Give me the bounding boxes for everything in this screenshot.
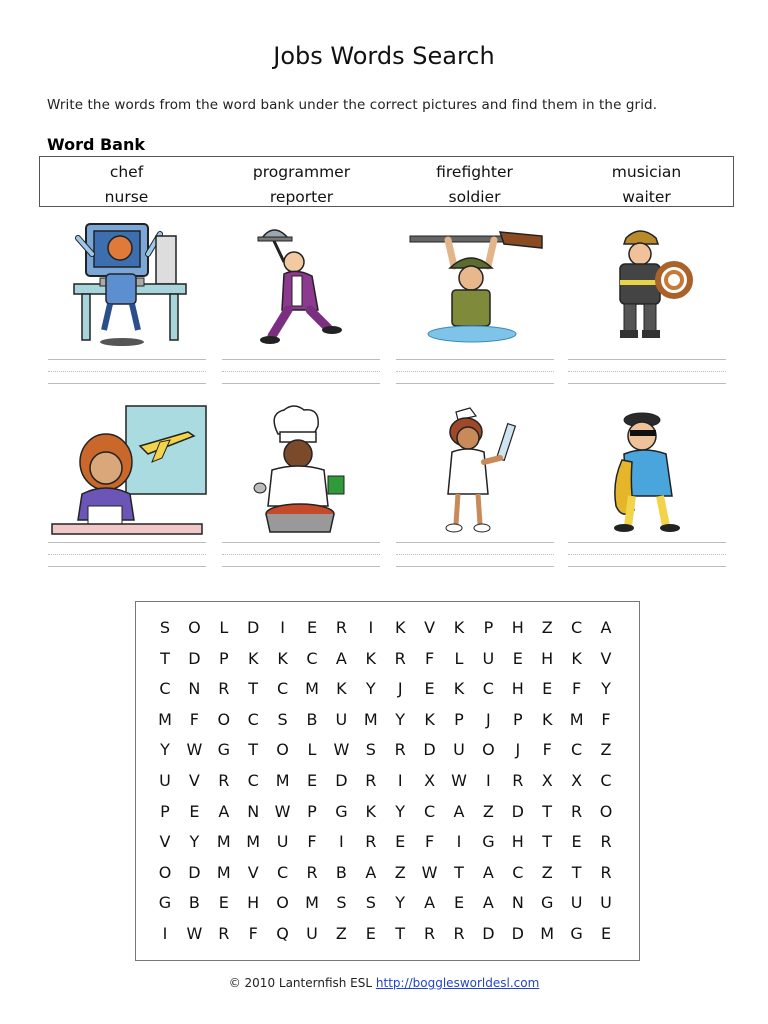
grid-letter[interactable]: V [247, 862, 259, 882]
grid-letter[interactable]: K [453, 679, 465, 699]
grid-letter[interactable]: R [394, 648, 406, 668]
grid-letter[interactable]: V [600, 648, 612, 668]
grid-letter[interactable]: T [248, 740, 259, 760]
grid-letter[interactable]: S [277, 709, 288, 729]
grid-letter[interactable]: U [335, 709, 348, 729]
answer-line[interactable] [568, 355, 726, 385]
grid-letter[interactable]: M [305, 893, 319, 913]
grid-letter[interactable]: U [600, 893, 612, 913]
grid-letter[interactable]: T [248, 679, 259, 699]
grid-letter[interactable]: P [218, 648, 229, 668]
grid-letter[interactable]: W [333, 740, 350, 760]
grid-letter[interactable]: P [454, 709, 464, 729]
grid-letter[interactable]: Y [189, 832, 200, 852]
grid-letter[interactable]: O [276, 740, 289, 760]
grid-letter[interactable]: R [365, 771, 377, 790]
grid-letter[interactable]: H [541, 648, 554, 668]
grid-letter[interactable]: X [541, 771, 553, 790]
answer-line[interactable] [396, 355, 554, 385]
grid-letter[interactable]: R [306, 862, 318, 882]
copyright-text: © 2010 Lanternfish ESL [228, 976, 373, 990]
grid-letter[interactable]: I [486, 771, 491, 790]
grid-letter[interactable]: T [395, 924, 406, 943]
grid-letter[interactable]: W [186, 740, 203, 760]
grid-letter[interactable]: R [218, 679, 230, 699]
grid-letter[interactable]: A [365, 862, 377, 882]
grid-letter[interactable]: Z [482, 801, 494, 821]
grid-letter[interactable]: P [512, 709, 523, 729]
grid-row [136, 740, 641, 770]
grid-letter[interactable]: D [482, 924, 495, 943]
answer-line[interactable] [48, 355, 206, 385]
grid-letter[interactable]: C [600, 771, 612, 790]
grid-letter[interactable]: G [570, 924, 583, 943]
grid-letter[interactable]: K [365, 648, 377, 668]
grid-letter[interactable]: U [306, 924, 318, 943]
grid-letter[interactable]: E [424, 679, 435, 699]
grid-letter[interactable]: Y [395, 801, 406, 821]
grid-letter[interactable]: O [482, 740, 495, 760]
word-bank-column [215, 160, 388, 210]
grid-letter[interactable]: U [276, 832, 289, 852]
grid-letter[interactable]: D [188, 648, 201, 668]
grid-letter[interactable]: K [571, 648, 582, 668]
word-bank-word: programmer [252, 163, 351, 181]
reporter-at-desk-icon [48, 402, 208, 532]
grid-letter[interactable]: L [219, 618, 229, 637]
grid-letter[interactable]: M [540, 924, 555, 943]
grid-row [136, 618, 641, 648]
grid-letter[interactable]: F [601, 709, 611, 729]
grid-letter[interactable]: J [397, 679, 403, 699]
grid-letter[interactable]: J [486, 709, 491, 729]
grid-letter[interactable]: C [512, 862, 524, 882]
grid-letter[interactable]: F [248, 924, 258, 943]
grid-letter[interactable]: R [600, 862, 612, 882]
grid-letter[interactable]: E [189, 801, 200, 821]
grid-letter[interactable]: Y [395, 709, 406, 729]
grid-letter[interactable]: I [280, 618, 285, 637]
grid-letter[interactable]: R [394, 740, 406, 760]
grid-letter[interactable]: M [158, 709, 172, 729]
grid-letter[interactable]: F [189, 709, 199, 729]
answer-line[interactable] [48, 538, 206, 568]
grid-letter[interactable]: M [305, 679, 319, 699]
grid-letter[interactable]: T [542, 801, 553, 821]
word-search-grid [135, 601, 640, 961]
programmer-at-computer-icon [48, 218, 208, 348]
grid-letter[interactable]: H [247, 893, 260, 913]
grid-row [136, 924, 641, 954]
word-bank-label: Word Bank [47, 135, 146, 154]
grid-letter[interactable]: O [276, 893, 289, 913]
grid-letter[interactable]: C [247, 771, 259, 790]
grid-letter[interactable]: E [571, 832, 582, 852]
grid-letter[interactable]: D [511, 801, 524, 821]
grid-letter[interactable]: Y [395, 893, 406, 913]
grid-letter[interactable]: A [482, 862, 494, 882]
grid-letter[interactable]: E [512, 648, 523, 668]
grid-letter[interactable]: A [335, 648, 347, 668]
grid-row [136, 679, 641, 709]
grid-row [136, 832, 641, 862]
word-bank-word: musician [611, 163, 682, 181]
grid-letter[interactable]: H [511, 618, 524, 637]
grid-letter[interactable]: N [188, 679, 201, 699]
grid-letter[interactable]: R [365, 832, 377, 852]
grid-row [136, 710, 641, 740]
grid-letter[interactable]: O [188, 618, 201, 637]
grid-letter[interactable]: I [456, 832, 462, 852]
grid-letter[interactable]: V [188, 771, 200, 790]
word-bank-column [40, 160, 213, 210]
grid-letter[interactable]: I [397, 771, 403, 790]
grid-letter[interactable]: C [571, 740, 583, 760]
grid-letter[interactable]: T [542, 832, 553, 852]
grid-letter[interactable]: O [217, 709, 231, 729]
grid-letter[interactable]: O [158, 862, 172, 882]
grid-letter[interactable]: C [247, 709, 259, 729]
grid-letter[interactable]: N [247, 801, 260, 821]
grid-letter[interactable]: R [218, 771, 230, 790]
grid-letter[interactable]: G [482, 832, 495, 852]
grid-letter[interactable]: B [188, 893, 200, 913]
grid-row [136, 649, 641, 679]
grid-letter[interactable]: R [512, 771, 524, 790]
grid-letter[interactable]: K [394, 618, 406, 637]
grid-letter[interactable]: K [453, 618, 465, 637]
chef-cooking-icon [222, 402, 382, 532]
grid-letter[interactable]: F [424, 832, 435, 852]
grid-letter[interactable]: Y [160, 740, 170, 760]
grid-letter[interactable]: U [159, 771, 171, 790]
grid-letter[interactable]: C [159, 679, 171, 699]
grid-letter[interactable]: B [306, 709, 318, 729]
grid-letter[interactable]: U [453, 740, 465, 760]
instructions: Write the words from the word bank under the correct pictures and find them in the grid. [47, 97, 658, 113]
grid-letter[interactable]: Y [365, 679, 376, 699]
grid-letter[interactable]: E [600, 924, 612, 943]
grid-letter[interactable]: V [159, 832, 171, 852]
grid-letter[interactable]: C [306, 648, 318, 668]
grid-letter[interactable]: F [571, 679, 582, 699]
grid-letter[interactable]: W [274, 801, 291, 821]
word-bank-word: reporter [269, 188, 334, 206]
word-bank-word: chef [109, 163, 144, 181]
grid-letter[interactable]: B [335, 862, 347, 882]
word-bank-box [39, 156, 734, 207]
grid-letter[interactable]: M [275, 771, 290, 790]
grid-letter[interactable]: S [159, 618, 171, 637]
grid-letter[interactable]: T [454, 862, 464, 882]
grid-letter[interactable]: R [335, 618, 347, 637]
grid-row [136, 802, 641, 832]
word-bank-word: nurse [104, 188, 149, 206]
grid-letter[interactable]: C [482, 679, 494, 699]
grid-letter[interactable]: L [307, 740, 317, 760]
grid-letter[interactable]: W [186, 924, 203, 943]
grid-letter[interactable]: F [424, 648, 435, 668]
grid-letter[interactable]: S [365, 893, 376, 913]
grid-letter[interactable]: G [540, 893, 554, 913]
footer [0, 976, 768, 990]
grid-letter[interactable]: D [335, 771, 348, 790]
grid-letter[interactable]: A [482, 893, 494, 913]
grid-letter[interactable]: D [511, 924, 524, 943]
page-title: Jobs Words Search [273, 42, 495, 70]
grid-letter[interactable]: A [600, 618, 612, 637]
grid-letter[interactable]: L [454, 648, 464, 668]
grid-letter[interactable]: M [569, 709, 584, 729]
grid-letter[interactable]: Q [276, 924, 289, 943]
grid-letter[interactable]: H [511, 832, 524, 852]
grid-letter[interactable]: Y [601, 679, 611, 699]
grid-letter[interactable]: R [424, 924, 436, 943]
answer-line[interactable] [222, 355, 380, 385]
grid-letter[interactable]: K [541, 709, 553, 729]
grid-letter[interactable]: E [365, 924, 376, 943]
grid-letter[interactable]: K [424, 709, 435, 729]
grid-letter[interactable]: C [277, 679, 289, 699]
grid-letter[interactable]: P [160, 801, 170, 821]
grid-letter[interactable]: J [515, 740, 521, 760]
grid-letter[interactable]: T [571, 862, 582, 882]
word-bank-word: firefighter [436, 163, 513, 181]
word-bank-column [560, 160, 733, 210]
website-link[interactable]: http://bogglesworldesl.com [375, 976, 540, 990]
grid-letter[interactable]: X [424, 771, 436, 790]
answer-line[interactable] [396, 538, 554, 568]
grid-letter[interactable]: Z [541, 618, 553, 637]
grid-letter[interactable]: S [365, 740, 376, 760]
grid-letter[interactable]: I [162, 924, 168, 943]
word-bank-word: soldier [448, 188, 501, 206]
grid-letter[interactable]: X [571, 771, 583, 790]
soldier-with-rifle-icon [396, 218, 556, 348]
grid-letter[interactable]: A [424, 893, 436, 913]
grid-letter[interactable]: S [336, 893, 347, 913]
grid-letter[interactable]: E [395, 832, 406, 852]
grid-letter[interactable]: W [421, 862, 438, 882]
grid-letter[interactable]: M [246, 832, 261, 852]
grid-letter[interactable]: M [363, 709, 378, 729]
grid-row [136, 893, 641, 923]
word-bank-word: waiter [622, 188, 671, 206]
grid-letter[interactable]: K [336, 679, 347, 699]
grid-letter[interactable]: R [218, 924, 230, 943]
answer-line[interactable] [568, 538, 726, 568]
grid-letter[interactable]: E [218, 893, 229, 913]
grid-letter[interactable]: G [217, 740, 230, 760]
grid-letter[interactable]: M [216, 832, 231, 852]
grid-letter[interactable]: D [423, 740, 436, 760]
grid-letter[interactable]: P [307, 801, 317, 821]
word-bank-column [388, 160, 561, 210]
grid-letter[interactable]: K [277, 648, 288, 668]
grid-letter[interactable]: I [368, 618, 374, 637]
grid-letter[interactable]: Z [600, 740, 612, 760]
grid-letter[interactable]: A [218, 801, 230, 821]
grid-letter[interactable]: V [424, 618, 436, 637]
grid-letter[interactable]: Z [335, 924, 347, 943]
grid-letter[interactable]: F [307, 832, 317, 852]
grid-letter[interactable]: K [365, 801, 377, 821]
grid-letter[interactable]: E [453, 893, 465, 913]
grid-letter[interactable]: C [571, 618, 583, 637]
grid-letter[interactable]: O [599, 801, 613, 821]
grid-letter[interactable]: A [453, 801, 465, 821]
grid-letter[interactable]: G [335, 801, 348, 821]
grid-letter[interactable]: R [571, 801, 583, 821]
grid-letter[interactable]: G [158, 893, 172, 913]
grid-letter[interactable]: T [160, 648, 170, 668]
grid-letter[interactable]: E [306, 618, 318, 637]
answer-line[interactable] [222, 538, 380, 568]
grid-letter[interactable]: U [570, 893, 583, 913]
firefighter-with-hose-icon [570, 218, 730, 348]
grid-letter[interactable]: E [542, 679, 553, 699]
nurse-with-syringe-icon [396, 402, 556, 532]
grid-letter[interactable]: D [247, 618, 260, 637]
grid-letter[interactable]: C [424, 801, 436, 821]
grid-letter[interactable]: U [482, 648, 495, 668]
grid-letter[interactable]: C [277, 862, 289, 882]
grid-row [136, 771, 641, 801]
grid-letter[interactable]: Z [394, 862, 406, 882]
grid-row [136, 863, 641, 893]
grid-letter[interactable]: R [453, 924, 465, 943]
grid-letter[interactable]: D [188, 862, 201, 882]
grid-letter[interactable]: F [542, 740, 552, 760]
grid-letter[interactable]: I [339, 832, 344, 852]
grid-letter[interactable]: W [451, 771, 467, 790]
grid-letter[interactable]: Z [541, 862, 553, 882]
grid-letter[interactable]: K [247, 648, 259, 668]
grid-letter[interactable]: R [600, 832, 612, 852]
grid-letter[interactable]: N [511, 893, 524, 913]
musician-with-saxophone-icon [570, 402, 730, 532]
grid-letter[interactable]: M [216, 862, 231, 882]
grid-letter[interactable]: H [511, 679, 524, 699]
waiter-with-tray-icon [222, 218, 382, 348]
grid-letter[interactable]: P [483, 618, 494, 637]
grid-letter[interactable]: E [306, 771, 318, 790]
